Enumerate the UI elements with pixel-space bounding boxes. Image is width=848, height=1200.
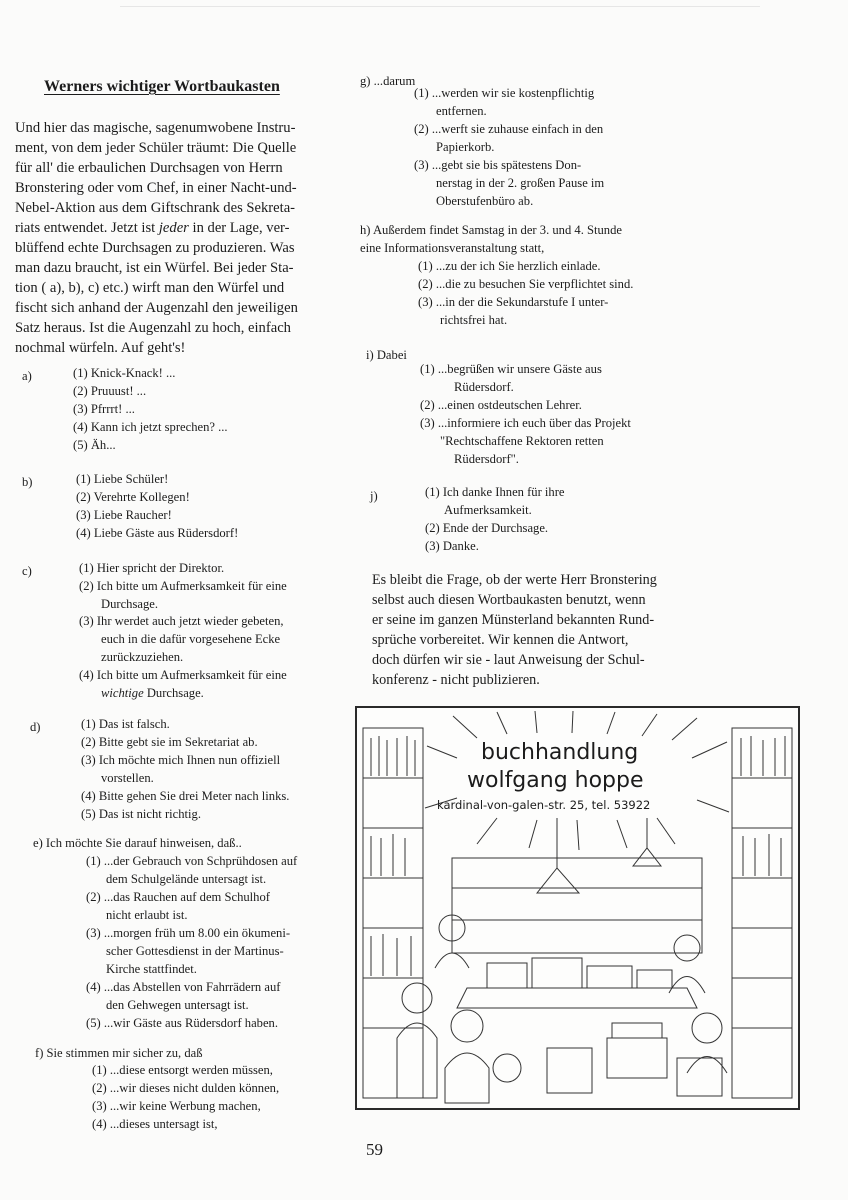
page-number: 59	[366, 1140, 383, 1159]
option-line: zurückzuziehen.	[101, 650, 184, 664]
option-line: nicht erlaubt ist.	[106, 908, 188, 922]
option-line: vorstellen.	[101, 771, 154, 785]
option-line: Rüdersdorf".	[454, 452, 519, 466]
option-line: (2) ...das Rauchen auf dem Schulhof	[86, 890, 270, 904]
option-line: Aufmerksamkeit.	[444, 503, 532, 517]
intro-emphasis: jeder	[158, 220, 189, 236]
section-heading: e) Ich möchte Sie darauf hinweisen, daß..	[33, 836, 242, 850]
option-line: (5) Äh...	[73, 438, 116, 452]
section-label: j)	[370, 489, 378, 503]
intro-line	[15, 218, 289, 238]
option-line: Rüdersdorf.	[454, 380, 514, 394]
option-line: (3) Danke.	[425, 539, 479, 553]
option-emphasis: wichtige	[101, 686, 144, 700]
intro-line: Satz heraus. Ist die Augenzahl zu hoch, einfach	[15, 320, 291, 336]
option-line: dem Schulgelände untersagt ist.	[106, 872, 267, 886]
outro-line: doch dürfen wir sie - laut Anweisung der Schul-	[372, 652, 645, 668]
option-line: (1) Ich danke Ihnen für ihre	[425, 485, 565, 499]
outro-line: Es bleibt die Frage, ob der werte Herr Bronstering	[372, 572, 657, 588]
option-line: (2) ...die zu besuchen Sie verpflichtet sind.	[418, 277, 634, 291]
option-line: (1) ...begrüßen wir unsere Gäste aus	[420, 362, 602, 376]
option-line: (3) ...morgen früh um 8.00 ein ökumeni-	[86, 926, 291, 940]
option-line: (4) Kann ich jetzt sprechen? ...	[73, 420, 228, 434]
article-title: Werners wichtiger Wortbaukasten	[44, 78, 280, 95]
option-line: (1) Hier spricht der Direktor.	[79, 561, 225, 575]
option-line: Kirche stattfindet.	[106, 962, 197, 976]
option-line: (1) ...werden wir sie kostenpflichtig	[414, 86, 595, 100]
option-line: (1) Knick-Knack! ...	[73, 366, 176, 380]
option-line: (2) Pruuust! ...	[73, 384, 147, 398]
option-line: nerstag in der 2. großen Pause im	[436, 176, 605, 190]
option-line: scher Gottesdienst in der Martinus-	[106, 944, 284, 958]
option-line: (1) ...zu der ich Sie herzlich einlade.	[418, 259, 601, 273]
option-line: (3) ...gebt sie bis spätestens Don-	[414, 158, 582, 172]
option-line: (4) Bitte gehen Sie drei Meter nach links.	[81, 789, 290, 803]
option-line	[101, 686, 204, 701]
option-line: (1) Liebe Schüler!	[76, 472, 169, 486]
option-line: (1) ...diese entsorgt werden müssen,	[92, 1063, 273, 1077]
section-heading: h) Außerdem findet Samstag in der 3. und 4. Stunde	[360, 223, 622, 237]
option-line: Papierkorb.	[436, 140, 495, 154]
option-line: Oberstufenbüro ab.	[436, 194, 534, 208]
shop-owner-text: wolfgang hoppe	[467, 768, 644, 793]
outro-line: selbst auch diesen Wortbaukasten benutzt, wenn	[372, 592, 646, 608]
option-line: (3) ...in der die Sekundarstufe I unter-	[418, 295, 609, 309]
option-line: (2) ...einen ostdeutschen Lehrer.	[420, 398, 582, 412]
option-line: (2) ...werft sie zuhause einfach in den	[414, 122, 604, 136]
option-line: Durchsage.	[101, 597, 158, 611]
section-heading: f) Sie stimmen mir sicher zu, daß	[35, 1046, 203, 1060]
option-line: (2) Bitte gebt sie im Sekretariat ab.	[81, 735, 258, 749]
shop-type-text: buchhandlung	[481, 740, 639, 765]
outro-line: sprüche vorbereitet. Wir kennen die Antwort,	[372, 632, 629, 648]
section-heading: g) ...darum	[360, 74, 416, 88]
option-line: (3) ...wir keine Werbung machen,	[92, 1099, 261, 1113]
option-line: (4) ...das Abstellen von Fahrrädern auf	[86, 980, 281, 994]
option-line: (4) Ich bitte um Aufmerksamkeit für eine	[79, 668, 287, 682]
option-line: (1) ...der Gebrauch von Schprühdosen auf	[86, 854, 298, 868]
intro-line: Bronstering oder vom Chef, in einer Nacht-und-	[15, 180, 297, 196]
option-line: (3) Liebe Raucher!	[76, 508, 172, 522]
option-line: (5) Das ist nicht richtig.	[81, 807, 201, 821]
scan-edge	[120, 6, 760, 7]
option-line: (4) ...dieses untersagt ist,	[92, 1117, 218, 1131]
option-line: (1) Das ist falsch.	[81, 717, 170, 731]
option-line: (3) Ihr werdet auch jetzt wieder gebeten,	[79, 614, 284, 628]
option-line: (2) ...wir dieses nicht dulden können,	[92, 1081, 280, 1095]
section-label: d)	[30, 720, 41, 734]
option-line: (2) Ende der Durchsage.	[425, 521, 549, 535]
option-line: (4) Liebe Gäste aus Rüdersdorf!	[76, 526, 239, 540]
option-text: Durchsage.	[143, 686, 204, 700]
shop-address-text: kardinal-von-galen-str. 25, tel. 53922	[437, 798, 651, 812]
intro-line: blüffend echte Durchsagen zu produzieren. Was	[15, 240, 295, 256]
bookshop-advertisement	[355, 706, 800, 1110]
outro-line: er seine im ganzen Münsterland bekannten Rund-	[372, 612, 655, 628]
option-line: (3) Ich möchte mich Ihnen nun offiziell	[81, 753, 281, 767]
option-line: euch in die dafür vorgesehene Ecke	[101, 632, 281, 646]
intro-line: Und hier das magische, sagenumwobene Instru-	[15, 120, 296, 136]
option-line: (3) ...informiere ich euch über das Projekt	[420, 416, 631, 430]
section-heading: i) Dabei	[366, 348, 407, 362]
intro-line: tion ( a), b), c) etc.) wirft man den Würfel und	[15, 280, 285, 296]
intro-line: fischt sich anhand der Augenzahl den jeweiligen	[15, 300, 298, 316]
intro-line: ment, von dem jeder Schüler träumt: Die Quelle	[15, 140, 297, 156]
intro-line: Nebel-Aktion aus dem Giftschrank des Sekreta-	[15, 200, 296, 216]
option-line: "Rechtschaffene Rektoren retten	[440, 434, 604, 448]
intro-text: in der Lage, ver-	[188, 220, 290, 236]
option-line: den Gehwegen untersagt ist.	[106, 998, 249, 1012]
option-line: (3) Pfrrrt! ...	[73, 402, 135, 416]
section-label: b)	[22, 475, 33, 489]
intro-line: nochmal würfeln. Auf geht's!	[15, 340, 186, 356]
section-label: a)	[22, 369, 32, 383]
option-line: entfernen.	[436, 104, 487, 118]
option-line: (2) Ich bitte um Aufmerksamkeit für eine	[79, 579, 287, 593]
intro-line: man dazu braucht, ist ein Würfel. Bei jeder Sta-	[15, 260, 294, 276]
outro-line: konferenz - nicht publizieren.	[372, 672, 540, 688]
option-line: (5) ...wir Gäste aus Rüdersdorf haben.	[86, 1016, 278, 1030]
section-label: c)	[22, 564, 32, 578]
option-line: (2) Verehrte Kollegen!	[76, 490, 190, 504]
intro-text: riats entwendet. Jetzt ist	[15, 220, 159, 236]
option-line: richtsfrei hat.	[440, 313, 508, 327]
intro-line: für all' die erbaulichen Durchsagen von Herrn	[15, 160, 283, 176]
section-heading: eine Informationsveranstaltung statt,	[360, 241, 545, 255]
